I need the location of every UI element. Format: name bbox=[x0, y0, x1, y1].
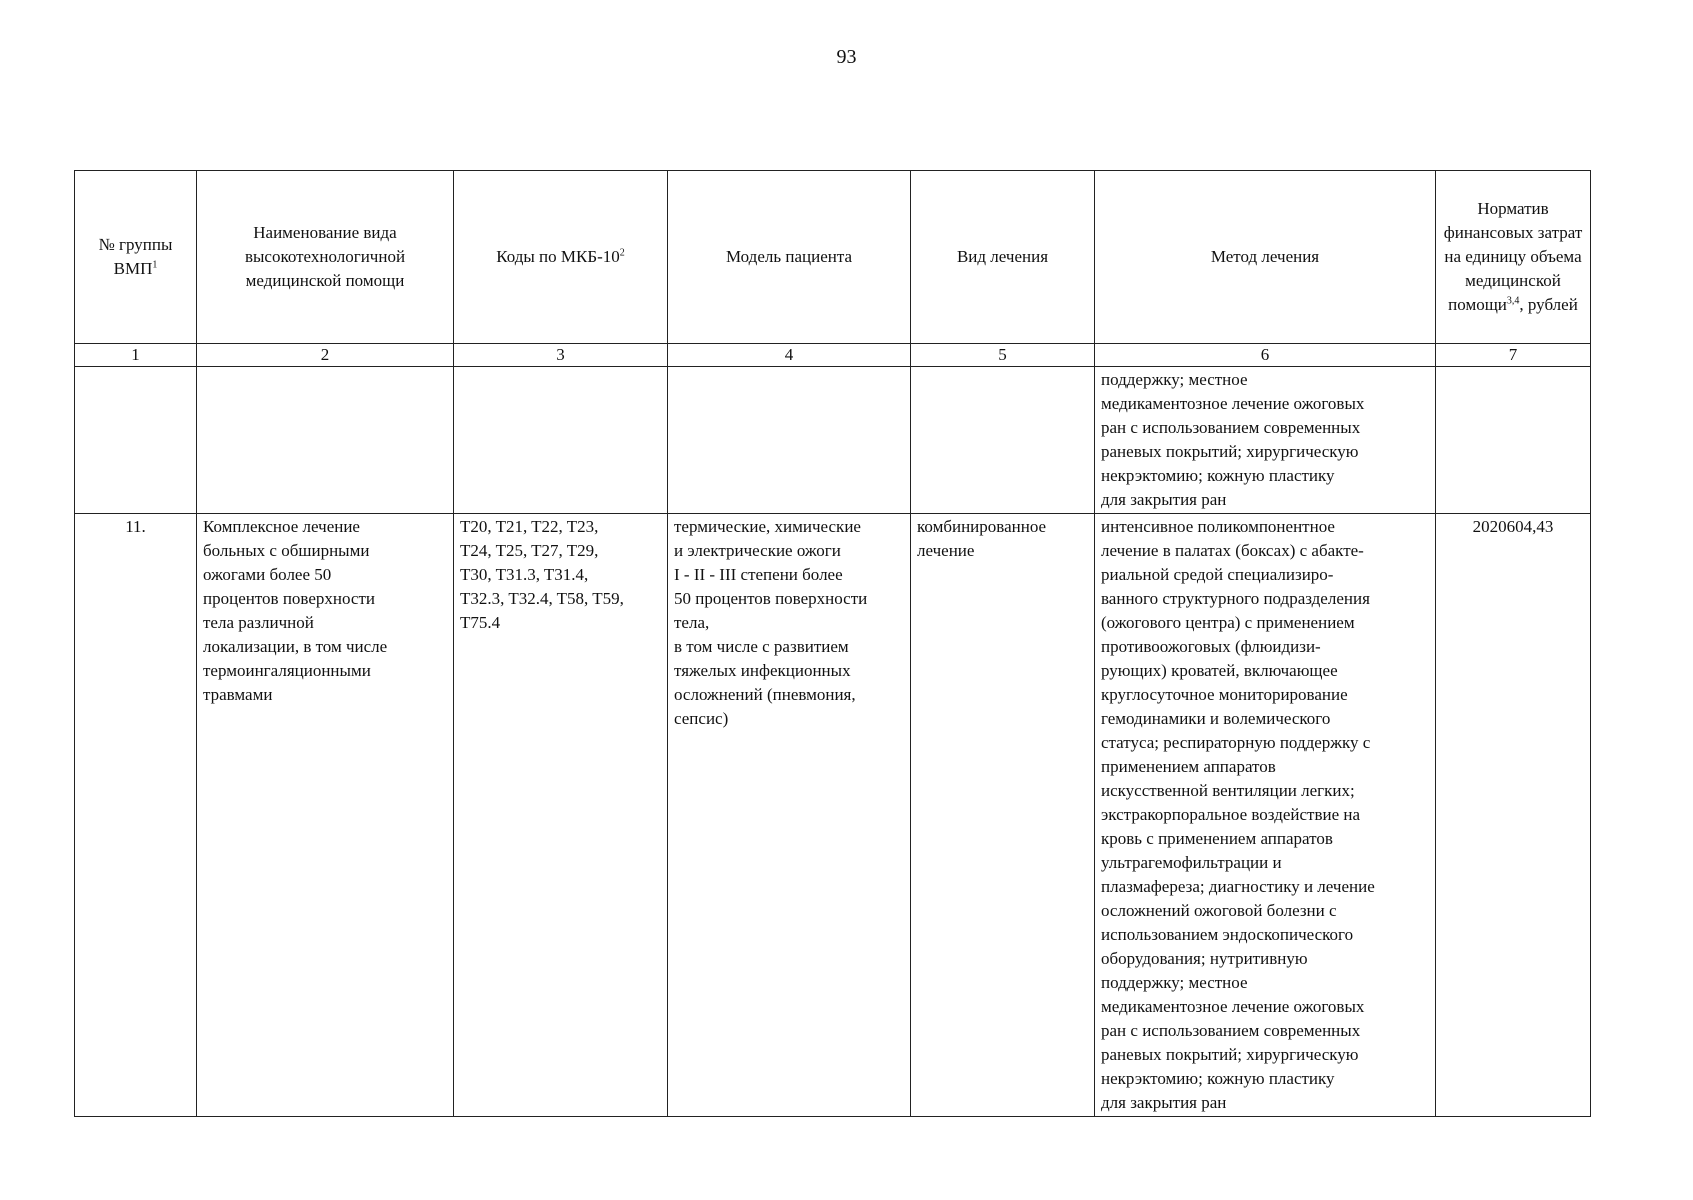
header-row bbox=[75, 171, 1591, 344]
header-cost-standard: Норматив финансовых затрат на единицу объема медицинской помощи$^{3,4}$, рублей bbox=[1436, 171, 1591, 344]
empty-cell bbox=[911, 367, 1095, 514]
column-number-row bbox=[75, 344, 1591, 367]
cost-standard: 2020604,43 bbox=[1436, 514, 1591, 1117]
header-patient-model: Модель пациента bbox=[668, 171, 911, 344]
header-care-name: Наименование вида высокотехнологичной медицинской помощи bbox=[197, 171, 454, 344]
table-row-group-11 bbox=[75, 514, 1591, 1117]
header-treatment-method: Метод лечения bbox=[1095, 171, 1436, 344]
column-number: 6 bbox=[1095, 344, 1436, 367]
column-number: 3 bbox=[454, 344, 668, 367]
treatment-type: комбинированное лечение bbox=[911, 514, 1095, 1117]
column-number: 2 bbox=[197, 344, 454, 367]
empty-cell bbox=[668, 367, 911, 514]
header-treatment-type: Вид лечения bbox=[911, 171, 1095, 344]
continued-treatment-method: поддержку; местное медикаментозное лечение ожоговых ран с использованием современных раневых покрытий; хирургическую некрэктомию; кожную пластику для закрытия ран bbox=[1095, 367, 1436, 514]
empty-cell bbox=[1436, 367, 1591, 514]
page-number: 93 bbox=[836, 46, 857, 68]
empty-cell bbox=[75, 367, 197, 514]
patient-model: термические, химические и электрические ожоги I - II - III степени более 50 процентов поверхности тела, в том числе с развитием тяжелых инфекционных осложнений (пневмония, сепсис) bbox=[668, 514, 911, 1117]
table-row-continuation bbox=[75, 367, 1591, 514]
column-number: 7 bbox=[1436, 344, 1591, 367]
vmp-table bbox=[74, 170, 1591, 1117]
column-number: 1 bbox=[75, 344, 197, 367]
group-number: 11. bbox=[75, 514, 197, 1117]
column-number: 5 bbox=[911, 344, 1095, 367]
icd-codes: T20, T21, T22, T23, T24, T25, T27, T29, T30, T31.3, T31.4, T32.3, T32.4, T58, T59, T75.4 bbox=[454, 514, 668, 1117]
empty-cell bbox=[197, 367, 454, 514]
empty-cell bbox=[454, 367, 668, 514]
header-icd-codes: Коды по МКБ-$10^2$ bbox=[454, 171, 668, 344]
column-number: 4 bbox=[668, 344, 911, 367]
header-group-number: № группы ВМП$^1$ bbox=[75, 171, 197, 344]
treatment-method: интенсивное поликомпонентное лечение в палатах (боксах) с абакте- риальной средой специализиро- ванного структурного подразделения (ожогового центра) с применением противоожоговых (флюидизи- рующих) кроватей, включающее круглосуточное мониторирование гемодинамики и волемического статуса; респираторную поддержку с применением аппаратов искусственной вентиляции легких; экстракорпоральное воздействие на кровь с применением аппаратов ультрагемофильтрации и плазмафереза; диагностику и лечение осложнений ожоговой болезни с использованием эндоскопического оборудования; нутритивную поддержку; местное медикаментозное лечение ожоговых ран с использованием современных раневых покрытий; хирургическую некрэктомию; кожную пластику для закрытия ран bbox=[1095, 514, 1436, 1117]
care-name: Комплексное лечение больных с обширными ожогами более 50 процентов поверхности тела различной локализации, в том числе термоингаляционными травмами bbox=[197, 514, 454, 1117]
